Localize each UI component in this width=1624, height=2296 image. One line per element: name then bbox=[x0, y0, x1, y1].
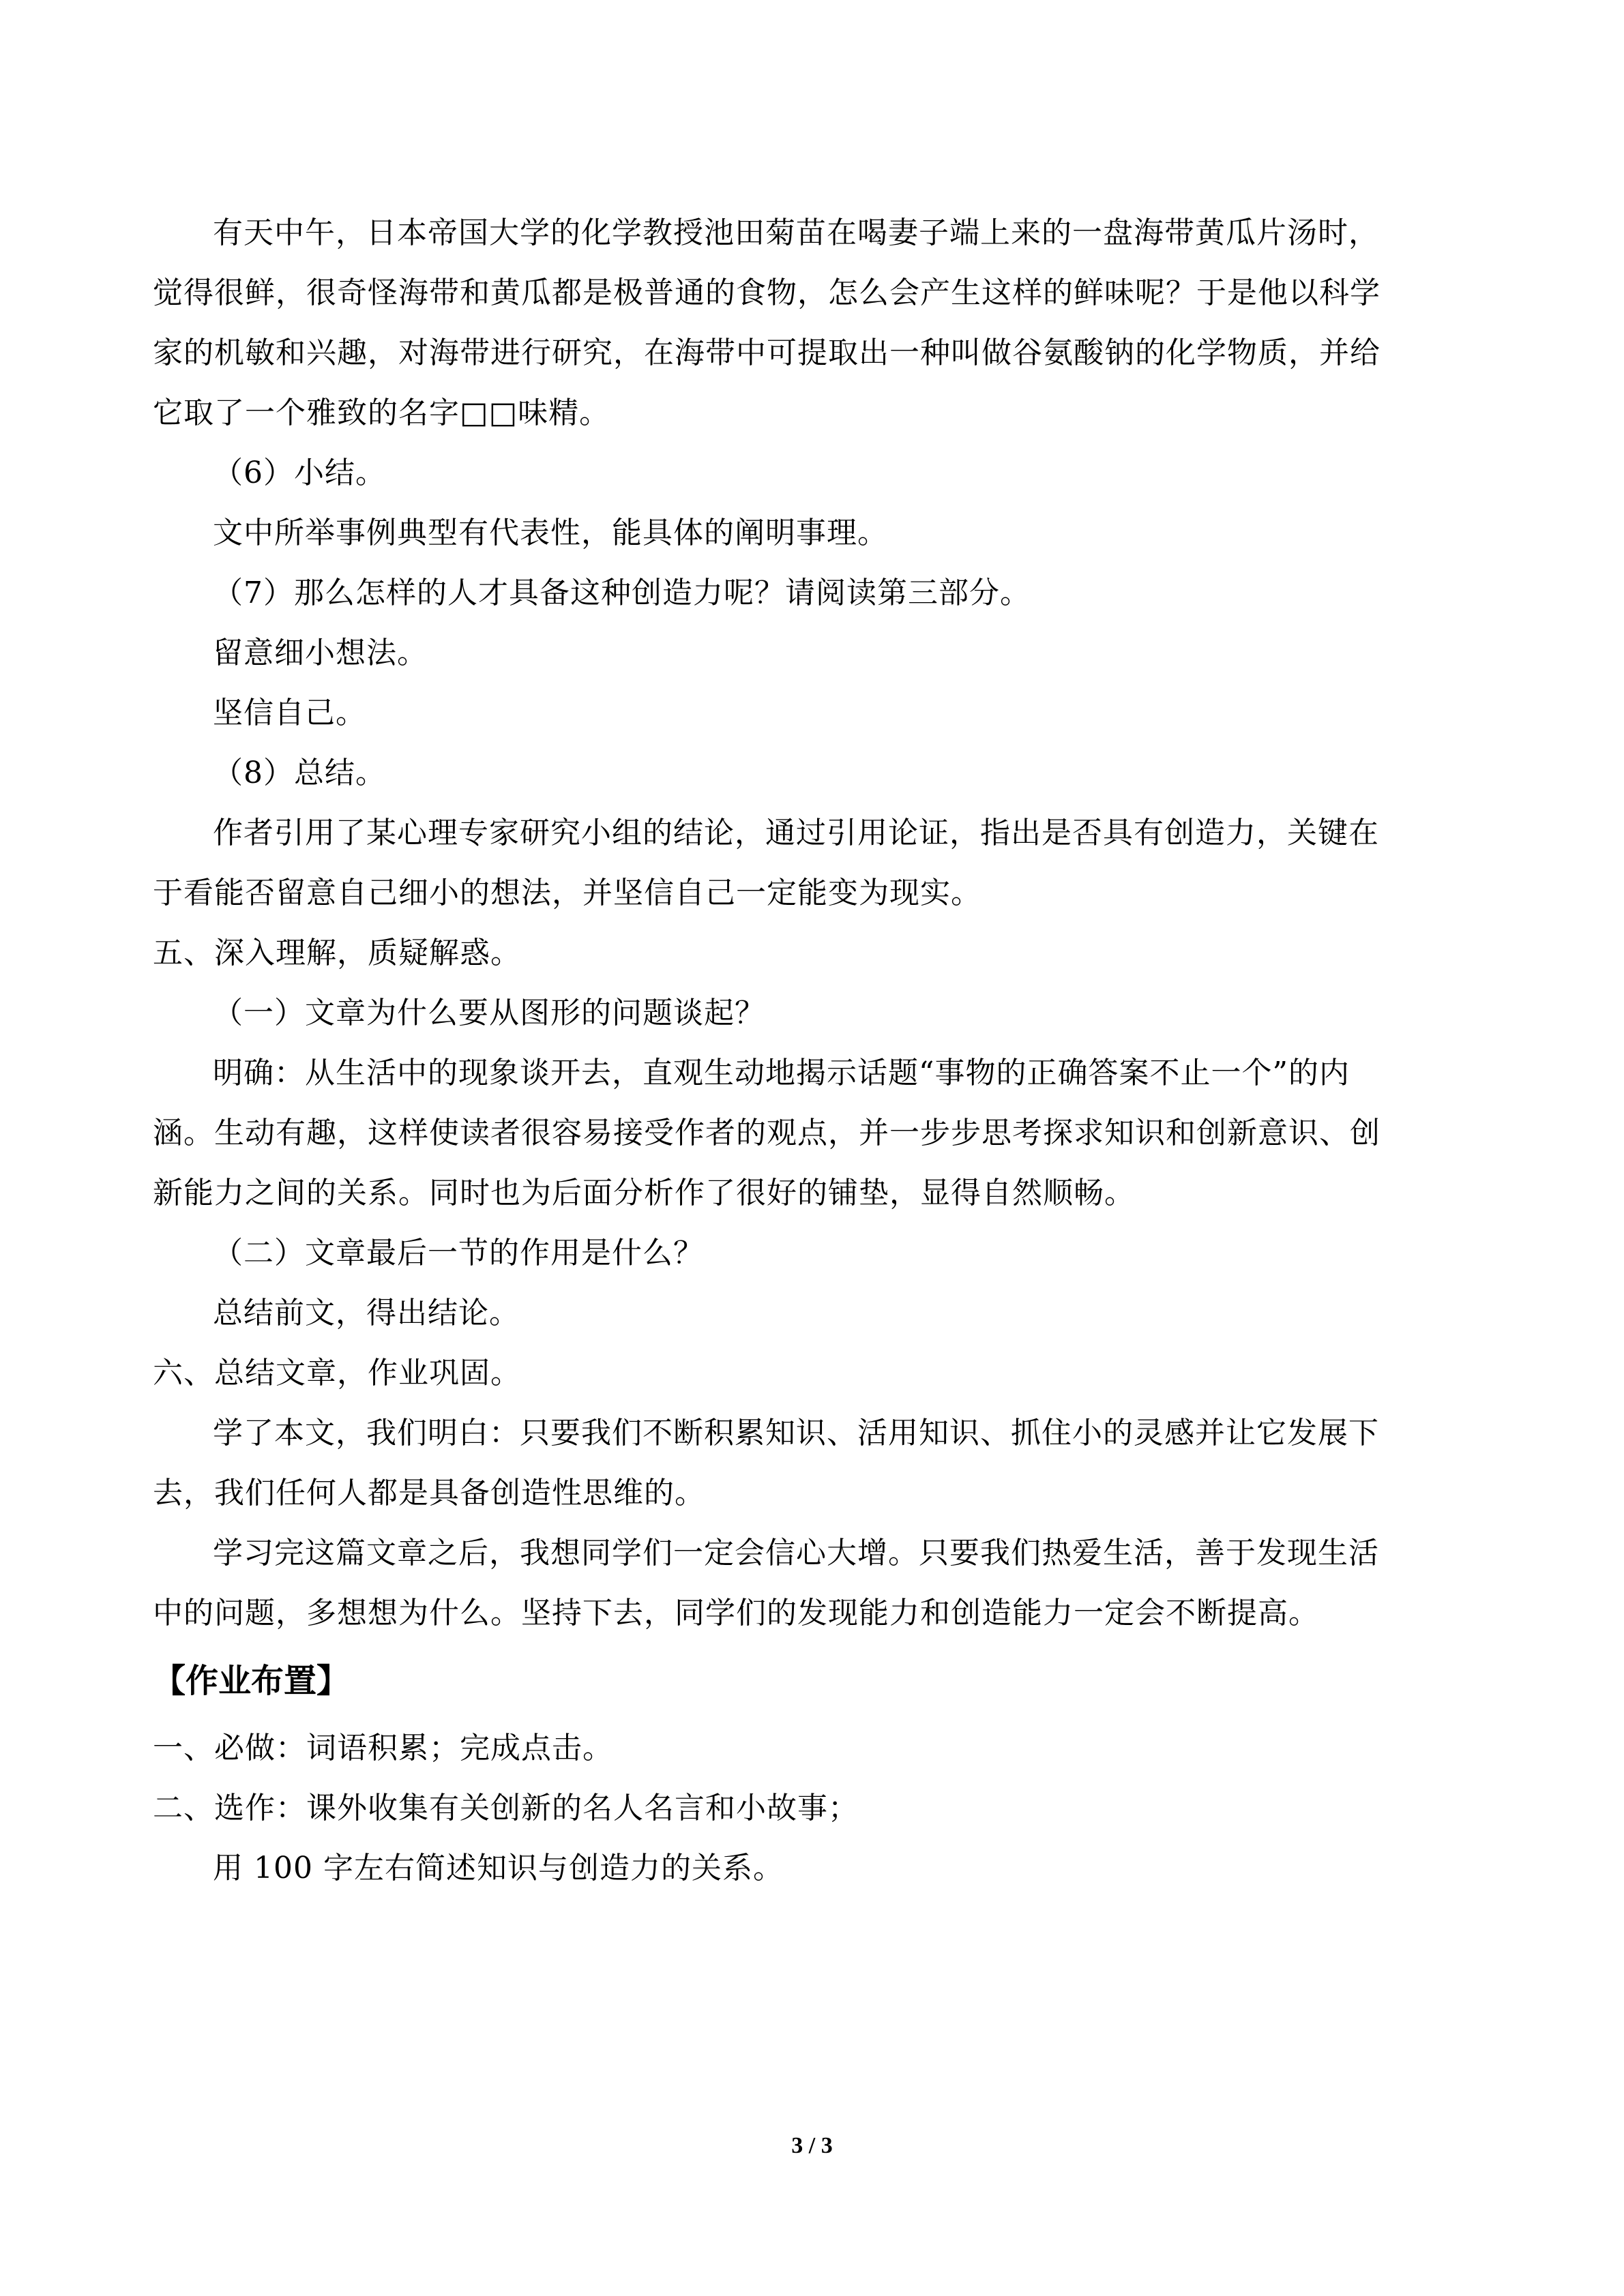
page-number: 3 / 3 bbox=[791, 2133, 833, 2158]
paragraph-line: 涵。生动有趣，这样使读者很容易接受作者的观点，并一步步思考探求知识和创新意识、创 bbox=[153, 1116, 1381, 1150]
homework-item: 一、必做：词语积累；完成点击。 bbox=[153, 1731, 613, 1765]
paragraph-line: 新能力之间的关系。同时也为后面分析作了很好的铺垫，显得自然顺畅。 bbox=[153, 1176, 1135, 1210]
paragraph-line: 留意细小想法。 bbox=[213, 636, 428, 670]
paragraph-line: 总结前文，得出结论。 bbox=[213, 1296, 520, 1330]
paragraph-line: 作者引用了某心理专家研究小组的结论，通过引用论证，指出是否具有创造力，关键在 bbox=[213, 816, 1379, 850]
section-item: （7）那么怎样的人才具备这种创造力呢？请阅读第三部分。 bbox=[213, 576, 1031, 610]
paragraph-line: 家的机敏和兴趣，对海带进行研究，在海带中可提取出一种叫做谷氨酸钠的化学物质，并给 bbox=[153, 336, 1381, 370]
paragraph-line: 明确：从生活中的现象谈开去，直观生动地揭示话题“事物的正确答案不止一个”的内 bbox=[213, 1056, 1350, 1090]
paragraph-line: 学了本文，我们明白：只要我们不断积累知识、活用知识、抓住小的灵感并让它发展下 bbox=[213, 1416, 1379, 1450]
section-item: （8）总结。 bbox=[213, 756, 386, 790]
question-item: （二）文章最后一节的作用是什么？ bbox=[213, 1236, 704, 1270]
paragraph-line: 它取了一个雅致的名字□□味精。 bbox=[153, 396, 610, 430]
section-heading: 五、深入理解，质疑解惑。 bbox=[153, 936, 521, 970]
homework-heading: 【作业布置】 bbox=[153, 1662, 350, 1700]
homework-item: 二、选作：课外收集有关创新的名人名言和小故事； bbox=[153, 1791, 859, 1825]
paragraph-line: 文中所举事例典型有代表性，能具体的阐明事理。 bbox=[213, 516, 888, 550]
paragraph-line: 坚信自己。 bbox=[213, 696, 366, 730]
paragraph-line: 觉得很鲜，很奇怪海带和黄瓜都是极普通的食物，怎么会产生这样的鲜味呢？于是他以科学 bbox=[153, 275, 1381, 310]
homework-item: 用 100 字左右简述知识与创造力的关系。 bbox=[213, 1851, 784, 1885]
section-heading: 六、总结文章，作业巩固。 bbox=[153, 1356, 521, 1390]
question-item: （一）文章为什么要从图形的问题谈起？ bbox=[213, 996, 765, 1030]
document-body bbox=[153, 203, 1458, 1898]
paragraph-line: 去，我们任何人都是具备创造性思维的。 bbox=[153, 1476, 705, 1510]
paragraph-line: 中的问题，多想想为什么。坚持下去，同学们的发现能力和创造能力一定会不断提高。 bbox=[153, 1596, 1319, 1630]
paragraph-line: 学习完这篇文章之后，我想同学们一定会信心大增。只要我们热爱生活，善于发现生活 bbox=[213, 1536, 1379, 1570]
section-item: （6）小结。 bbox=[213, 456, 386, 490]
paragraph-line: 有天中午，日本帝国大学的化学教授池田菊苗在喝妻子端上来的一盘海带黄瓜片汤时， bbox=[213, 215, 1379, 250]
paragraph-line: 于看能否留意自己细小的想法，并坚信自己一定能变为现实。 bbox=[153, 876, 981, 910]
